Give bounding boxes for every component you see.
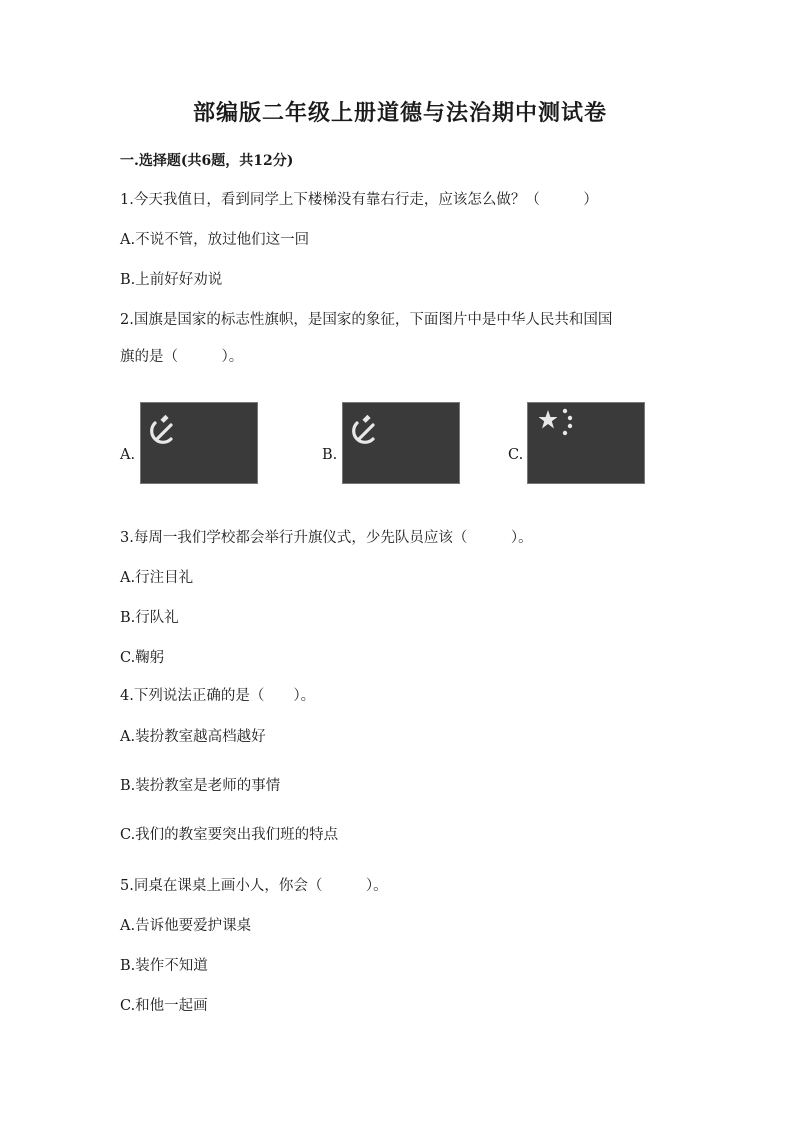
question-1-option-b: B.上前好好劝说 xyxy=(120,272,223,288)
national-flag-icon xyxy=(527,402,645,484)
party-flag-icon xyxy=(140,402,258,484)
question-5-option-c: C.和他一起画 xyxy=(120,998,208,1014)
question-3-stem: 3.每周一我们学校都会举行升旗仪式，少先队员应该（ ）。 xyxy=(120,530,533,546)
question-5-stem: 5.同桌在课桌上画小人，你会（ ）。 xyxy=(120,878,388,894)
question-2-option-c-label: C. xyxy=(508,447,524,463)
question-5-option-a: A.告诉他要爱护课桌 xyxy=(120,918,252,934)
question-4-stem: 4.下列说法正确的是（ ）。 xyxy=(120,688,316,704)
page-title: 部编版二年级上册道德与法治期中测试卷 xyxy=(192,100,607,126)
question-3-option-c: C.鞠躬 xyxy=(120,650,165,666)
question-2-stem-line2: 旗的是（ ）。 xyxy=(120,349,244,365)
question-3-option-a: A.行注目礼 xyxy=(120,570,194,586)
question-2-option-a-label: A. xyxy=(120,447,136,463)
party-flag-icon xyxy=(342,402,460,484)
question-4-option-c: C.我们的教室要突出我们班的特点 xyxy=(120,827,339,843)
section-heading: 一.选择题(共6题，共12分) xyxy=(120,153,294,169)
question-2-option-b-label: B. xyxy=(322,447,338,463)
question-4-option-b: B.装扮教室是老师的事情 xyxy=(120,778,281,794)
question-1-option-a: A.不说不管，放过他们这一回 xyxy=(120,232,310,248)
question-1-stem: 1.今天我值日，看到同学上下楼梯没有靠右行走，应该怎么做？（ ） xyxy=(120,192,598,208)
question-2-stem-line1: 2.国旗是国家的标志性旗帜，是国家的象征，下面图片中是中华人民共和国国 xyxy=(120,312,613,328)
question-5-option-b: B.装作不知道 xyxy=(120,958,208,974)
question-3-option-b: B.行队礼 xyxy=(120,610,179,626)
question-4-option-a: A.装扮教室越高档越好 xyxy=(120,729,266,745)
